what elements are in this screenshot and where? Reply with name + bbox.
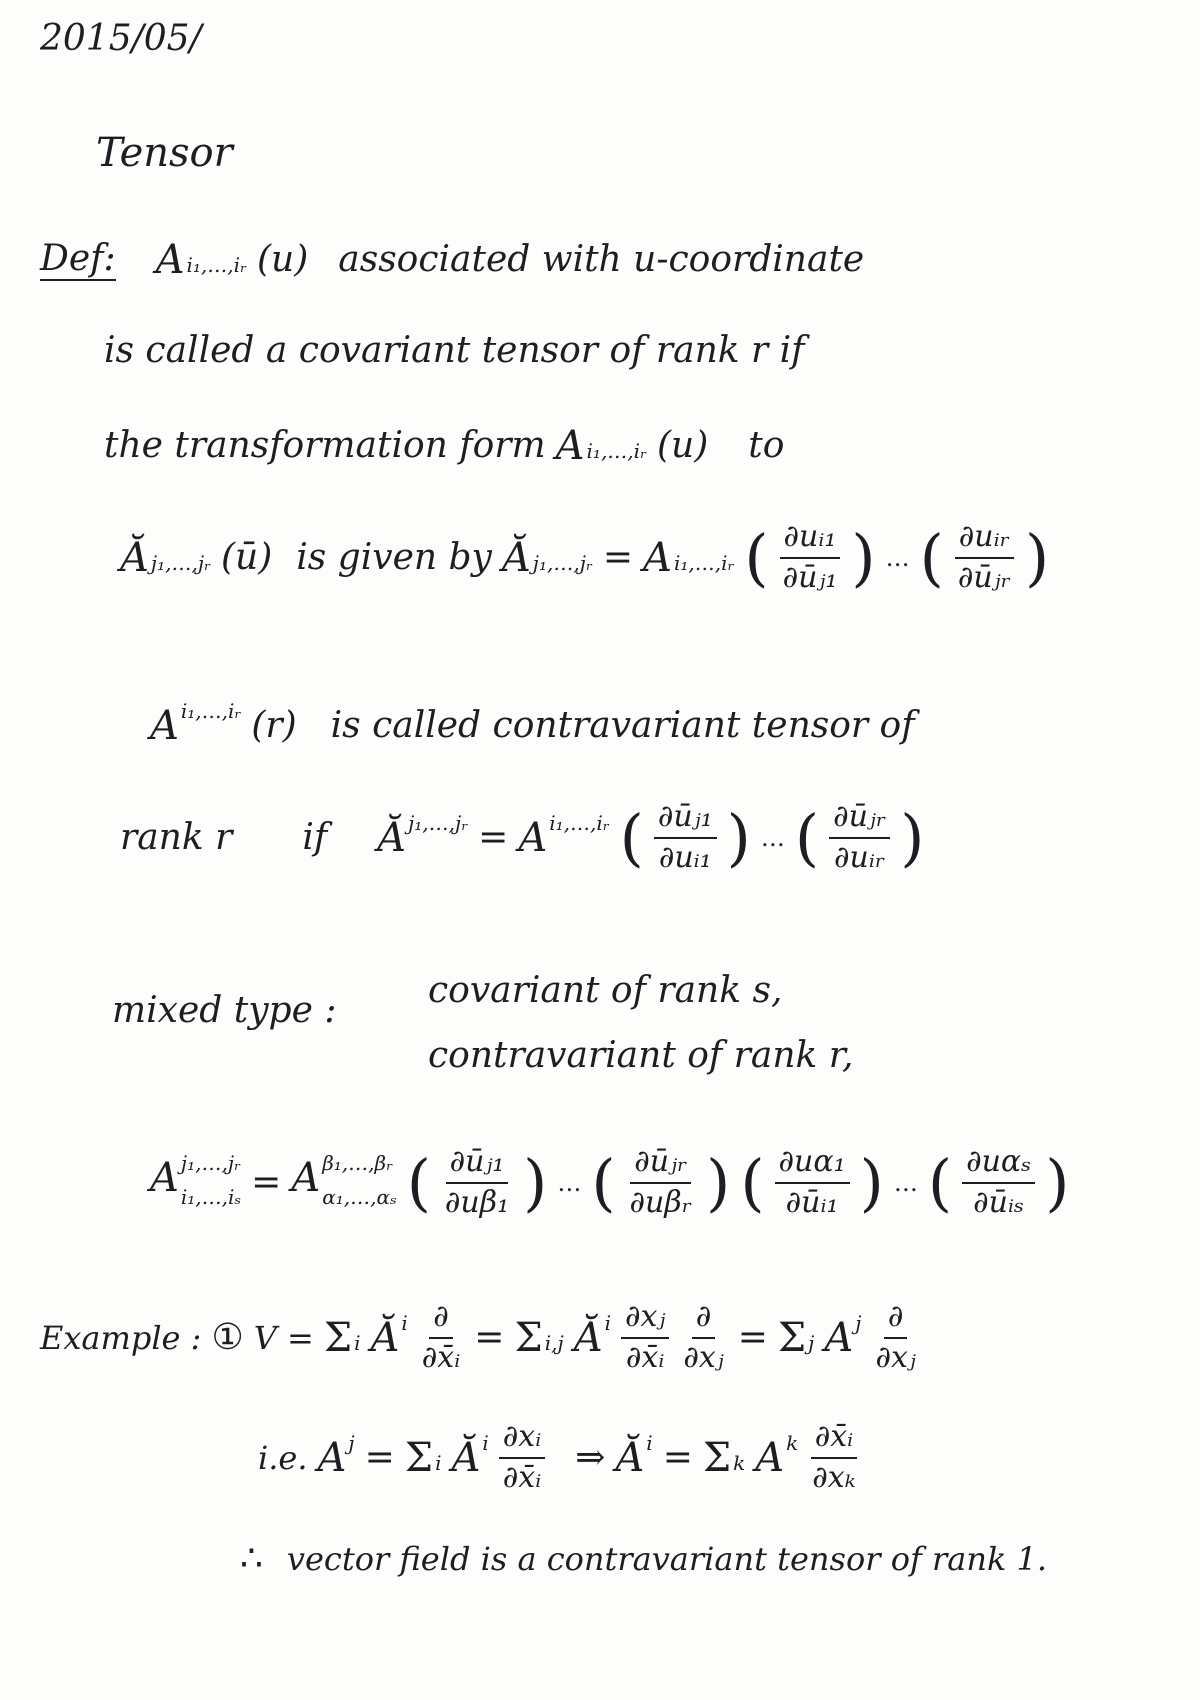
example-label: Example : (40, 1318, 202, 1357)
fraction-denominator: ∂ūᵢₛ (973, 1184, 1025, 1220)
fraction-denominator: ∂xₖ (812, 1459, 856, 1495)
a-k-term (755, 1430, 799, 1481)
a-j-lhs (317, 1430, 355, 1481)
sum-index: i (435, 1450, 442, 1475)
paren-open: ( (794, 800, 820, 874)
fraction-numerator: ∂ (429, 1300, 453, 1339)
mixed-rhs (291, 1150, 397, 1209)
fraction-numerator: ∂xⱼ (621, 1300, 669, 1339)
partial-operator (418, 1300, 464, 1375)
fraction-numerator: ∂ūⱼᵣ (829, 800, 890, 839)
tensor-base: A (755, 1434, 785, 1481)
sum-over-j (777, 1314, 815, 1361)
tensor-base: A (317, 1434, 347, 1481)
partial-fraction-dxj (621, 1300, 669, 1375)
ellipsis: … (885, 543, 910, 572)
fraction-denominator: ∂uᵢ₁ (658, 839, 712, 875)
tensor-base: A (291, 1154, 321, 1201)
tensor-symbol (155, 236, 247, 283)
fraction-denominator: ∂uβᵣ (629, 1184, 693, 1220)
fraction-numerator: ∂ūⱼ₁ (654, 800, 717, 839)
tensor-argument: (u) (657, 425, 709, 466)
tensor-superscript: k (786, 1430, 799, 1455)
paren-close: ) (726, 800, 751, 874)
sum-symbol: Σ (702, 1434, 732, 1481)
tensor-superscript: i (646, 1430, 653, 1455)
definition-line-3 (104, 422, 794, 469)
paren-close: ) (900, 800, 925, 874)
sum-index: k (733, 1450, 746, 1475)
mixed-transform-equation (150, 1145, 1079, 1220)
definition-text-1: associated with u-coordinate (338, 239, 865, 280)
tensor-subscript: i₁,…,iᵣ (586, 438, 647, 463)
tensor-superscript: i (401, 1310, 408, 1335)
contravariant-tensor (150, 698, 242, 749)
partial-fraction-dxk (808, 1420, 859, 1495)
paren-open: ( (406, 1145, 431, 1219)
conclusion-text: vector field is a contravariant tensor of rank 1. (286, 1539, 1048, 1578)
mixed-type-label (112, 990, 346, 1031)
fraction-denominator: ∂uᵢᵣ (834, 839, 886, 875)
sum-symbol: Σ (514, 1314, 543, 1361)
equals-sign: = (474, 1317, 505, 1358)
contravariant-lhs (377, 810, 469, 861)
fraction-denominator: ∂x̄ᵢ (625, 1339, 665, 1375)
mixed-line-2 (428, 1035, 864, 1076)
partial-fraction-dxi (499, 1420, 545, 1495)
paren-close: ) (706, 1145, 731, 1219)
contravariant-definition-line-2 (120, 800, 934, 875)
contravariant-text-1: is called contravariant tensor of (330, 705, 915, 746)
vector-v: V = (253, 1318, 314, 1357)
paren-close: ) (1025, 520, 1050, 594)
sum-index: i (354, 1330, 361, 1355)
ellipsis: … (557, 1168, 582, 1197)
tensor-base: Ă (120, 534, 149, 581)
partial-fraction-2 (626, 1145, 697, 1220)
tensor-base: A (643, 534, 672, 581)
def-label: Def: (40, 238, 116, 279)
paren-open: ( (740, 1145, 765, 1219)
fraction-denominator: ∂ūᵢ₁ (785, 1184, 839, 1220)
covariant-transform-equation (120, 520, 1059, 595)
paren-close: ) (851, 520, 876, 594)
fraction-numerator: ∂uαₛ (962, 1145, 1035, 1184)
partial-fraction-1 (779, 520, 842, 595)
tensor-base: Ă (573, 1314, 603, 1361)
partial-operator-xj (679, 1300, 727, 1375)
tensor-base: A (824, 1314, 854, 1361)
tensor-superscript: i₁,…,iᵣ (549, 810, 610, 835)
paren-close: ) (859, 1145, 884, 1219)
sum-symbol: Σ (323, 1314, 353, 1361)
partial-operator-xj-2 (871, 1300, 919, 1375)
ie-label: i.e. (258, 1438, 308, 1477)
page-title: Tensor (96, 130, 233, 176)
tensor-base: Ă (451, 1434, 481, 1481)
condition-if: if (302, 817, 328, 858)
original-tensor-rhs (643, 534, 735, 581)
tensor-superscript: i₁,…,iᵣ (180, 698, 242, 723)
fraction-denominator: ∂ūⱼ₁ (782, 559, 838, 595)
sum-index: i,j (544, 1330, 564, 1355)
paren-open: ( (927, 1145, 953, 1219)
partial-fraction-3 (775, 1145, 850, 1220)
mixed-text-1: covariant of rank s, (428, 970, 783, 1011)
a-tilde-term-3 (451, 1430, 489, 1481)
paren-close: ) (1045, 1145, 1070, 1219)
tensor-superscript: j (855, 1310, 862, 1335)
fraction-numerator: ∂uᵢᵣ (955, 520, 1014, 559)
page-date: 2015/05/ (40, 18, 202, 59)
tensor-argument: (u) (256, 239, 309, 280)
example-conclusion (240, 1538, 1057, 1579)
fraction-denominator: ∂uβ₁ (444, 1184, 510, 1220)
a-tilde-term-2 (573, 1310, 611, 1361)
tensor-subscript: j₁,…,jᵣ (532, 550, 593, 575)
tensor-argument: (r) (251, 705, 297, 746)
fraction-numerator: ∂ (692, 1300, 716, 1339)
contravariant-rhs (518, 810, 610, 861)
definition-line-2 (104, 330, 815, 371)
paren-close: ) (523, 1145, 548, 1219)
equals-sign: = (602, 537, 634, 578)
partial-fraction-2 (954, 520, 1015, 595)
tensor-base: Ă (615, 1434, 645, 1481)
partial-fraction-4 (962, 1145, 1035, 1220)
transformed-tensor (120, 534, 211, 581)
partial-fraction-2 (829, 800, 890, 875)
equals-sign: = (737, 1317, 768, 1358)
partial-fraction-1 (654, 800, 717, 875)
tensor-superscript: j₁,…,jᵣ (408, 810, 469, 835)
sum-over-i (323, 1314, 361, 1361)
equals-sign: = (478, 817, 509, 858)
tensor-superscript: i (482, 1430, 489, 1455)
definition-text-3: the transformation form (104, 425, 546, 466)
tensor-base: Ă (501, 534, 531, 581)
paren-open: ( (744, 520, 769, 594)
mixed-text-2: contravariant of rank r, (428, 1035, 854, 1076)
definition-text-to: to (748, 425, 785, 466)
mixed-line-1 (428, 970, 792, 1011)
mixed-lhs (150, 1150, 242, 1209)
tensor-subscript: i₁,…,iₛ (180, 1184, 242, 1209)
fraction-numerator: ∂ (884, 1300, 908, 1339)
transformed-tensor-lhs (501, 534, 593, 581)
tensor-superscript: β₁,…,βᵣ (322, 1150, 394, 1175)
fraction-denominator: ∂x̄ᵢ (502, 1459, 542, 1495)
fraction-denominator: ∂xⱼ (875, 1339, 916, 1375)
definition-text-2: is called a covariant tensor of rank r if (104, 330, 805, 371)
fraction-numerator: ∂xᵢ (499, 1420, 545, 1459)
tensor-superscript: j₁,…,jᵣ (180, 1150, 241, 1175)
tensor-subscript: j₁,…,jᵣ (150, 550, 211, 575)
fraction-numerator: ∂uᵢ₁ (780, 520, 841, 559)
tensor-argument: (ū) (220, 537, 273, 578)
paren-open: ( (919, 520, 944, 594)
contravariant-text-2: rank r (120, 817, 233, 858)
equals-sign: = (662, 1437, 693, 1478)
ellipsis: … (760, 823, 785, 852)
sum-symbol: Σ (404, 1434, 434, 1481)
partial-fraction-1 (441, 1145, 513, 1220)
tensor-base: A (150, 702, 179, 749)
paren-open: ( (619, 800, 644, 874)
implies-arrow: ⇒ (575, 1437, 606, 1478)
definition-line-1 (40, 238, 874, 281)
sum-over-ij (514, 1314, 564, 1361)
a-tilde-term (370, 1310, 408, 1361)
example-bullet: ① (211, 1317, 244, 1358)
tensor-base: Ă (370, 1314, 400, 1361)
example-line-1 (40, 1300, 930, 1375)
a-tilde-i-lhs (615, 1430, 653, 1481)
equals-sign: = (364, 1437, 395, 1478)
ellipsis: … (893, 1168, 918, 1197)
fraction-numerator: ∂ūⱼ₁ (446, 1145, 509, 1184)
fraction-denominator: ∂x̄ᵢ (421, 1339, 461, 1375)
contravariant-definition-line-1 (150, 698, 925, 749)
fraction-numerator: ∂ūⱼᵣ (630, 1145, 691, 1184)
tensor-subscript: α₁,…,αₛ (322, 1184, 397, 1209)
fraction-denominator: ∂xⱼ (683, 1339, 724, 1375)
tensor-symbol-2 (555, 422, 647, 469)
sum-index: j (808, 1330, 815, 1355)
example-line-2 (258, 1420, 870, 1495)
tensor-base: A (518, 814, 548, 861)
tensor-base: A (155, 236, 185, 283)
tensor-base: A (150, 1154, 179, 1201)
definition-text-4: is given by (296, 537, 492, 578)
mixed-label: mixed type : (112, 990, 337, 1031)
fraction-denominator: ∂ūⱼᵣ (957, 559, 1011, 595)
fraction-numerator: ∂uα₁ (775, 1145, 850, 1184)
tensor-subscript: i₁,…,iᵣ (186, 252, 247, 277)
therefore-symbol: ∴ (240, 1538, 263, 1579)
a-j-term (824, 1310, 862, 1361)
tensor-base: A (555, 422, 585, 469)
equals-sign: = (251, 1162, 282, 1203)
tensor-base: Ă (377, 814, 407, 861)
tensor-subscript: i₁,…,iᵣ (673, 550, 735, 575)
sum-symbol: Σ (777, 1314, 807, 1361)
fraction-numerator: ∂x̄ᵢ (811, 1420, 857, 1459)
tensor-superscript: j (348, 1430, 355, 1455)
tensor-superscript: i (604, 1310, 611, 1335)
sum-over-i-2 (404, 1434, 442, 1481)
sum-over-k (702, 1434, 746, 1481)
paren-open: ( (591, 1145, 616, 1219)
